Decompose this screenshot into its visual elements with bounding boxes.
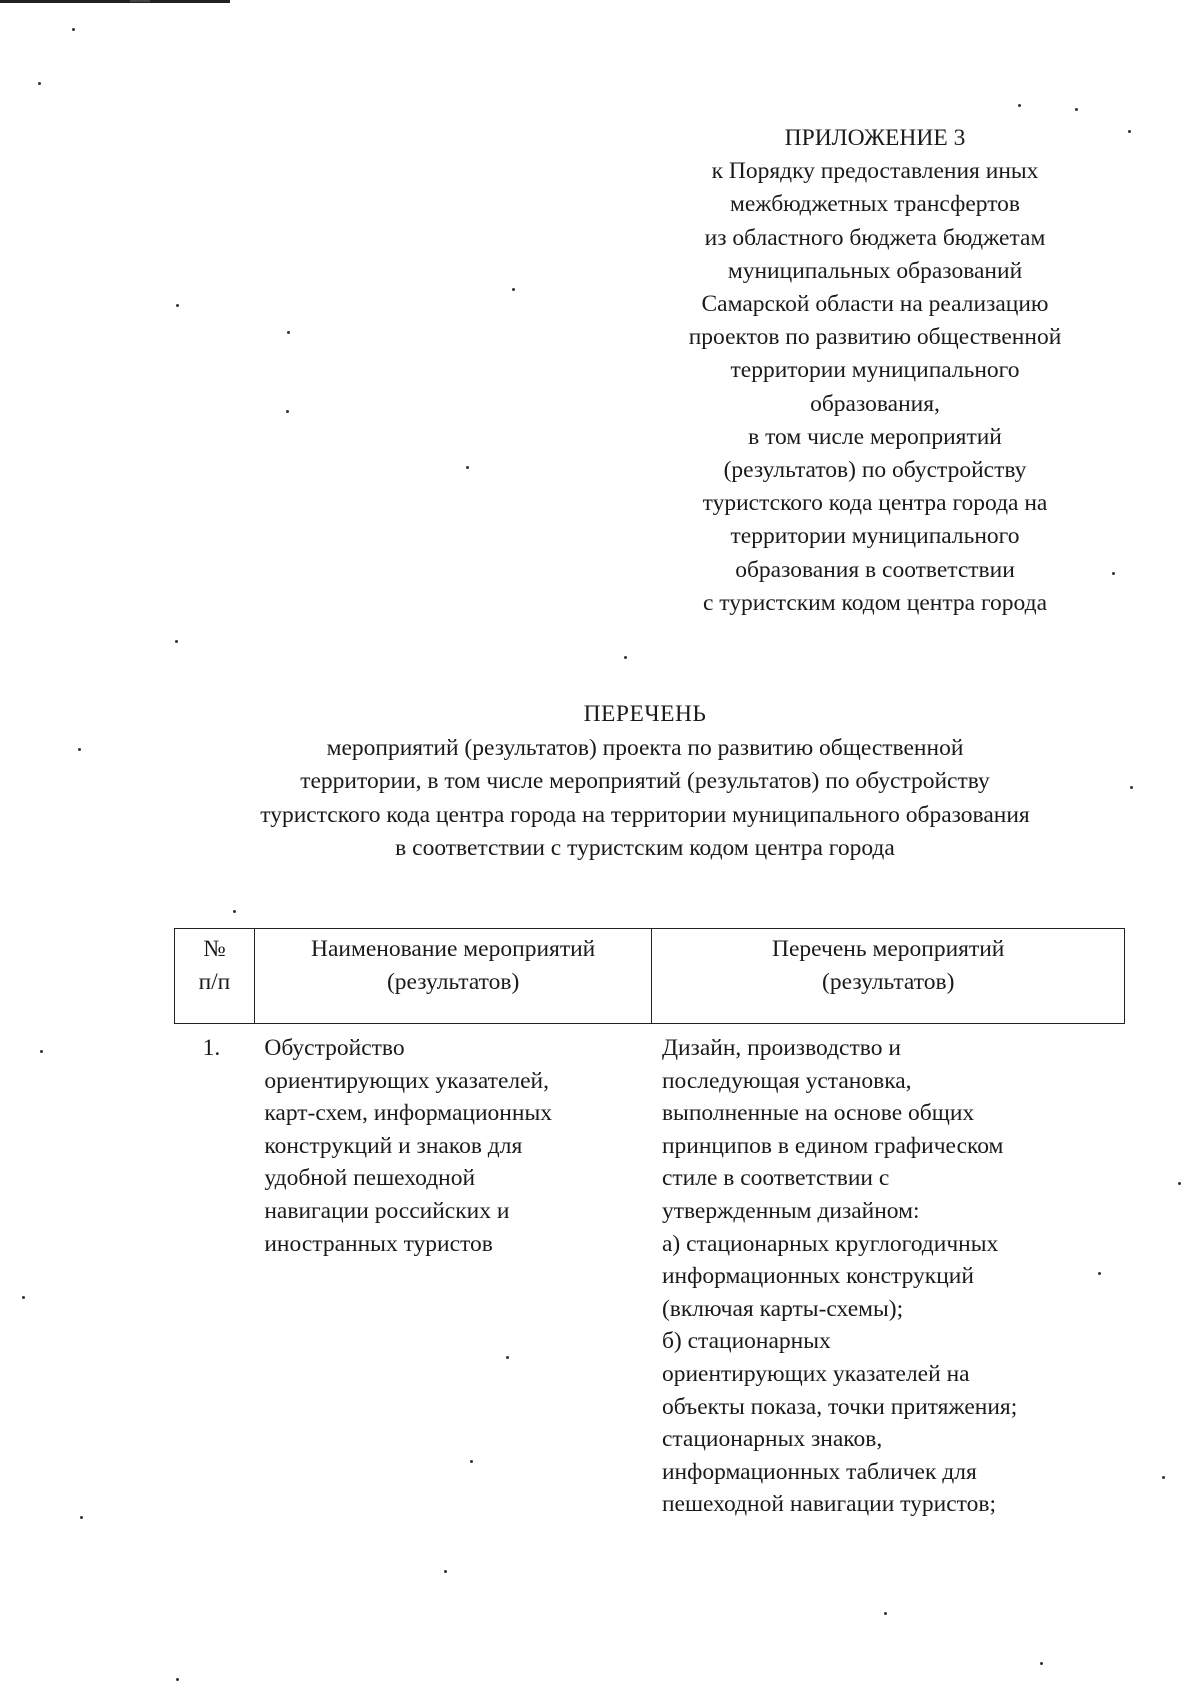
header-no-line: п/п: [198, 968, 231, 995]
scan-speck: [40, 1050, 43, 1053]
scan-speck: [80, 1516, 83, 1519]
appendix-line: образования в соответствии: [735, 556, 1015, 583]
scan-speck: [233, 910, 236, 913]
row-list-line: пешеходной навигации туристов;: [661, 1491, 996, 1518]
row-list-line: утвержденным дизайном:: [661, 1197, 920, 1224]
row-list-line: информационных табличек для: [661, 1458, 977, 1485]
row-list-line: ориентирующих указателей на: [661, 1360, 970, 1387]
row-list-line: стиле в соответствии с: [661, 1165, 890, 1192]
scan-speck: [1178, 1182, 1181, 1185]
appendix-line: к Порядку предоставления иных: [711, 158, 1039, 185]
title-line: территории, в том числе мероприятий (результатов) по обустройству: [300, 768, 990, 794]
title-line: в соответствии с туристским кодом центра города: [395, 835, 895, 861]
row-name-line: конструкций и знаков для: [264, 1132, 523, 1159]
scan-speck: [22, 1296, 25, 1299]
appendix-line: территории муниципального: [730, 523, 1020, 550]
scan-speck: [38, 82, 41, 85]
appendix-line: туристского кода центра города на: [702, 490, 1048, 517]
row-name-line: Обустройство: [264, 1035, 405, 1061]
scan-speck: [624, 656, 627, 659]
scan-edge-mark: [130, 0, 150, 2]
scan-speck: [1040, 1662, 1043, 1665]
row-list-line: информационных конструкций: [661, 1263, 974, 1290]
header-no: [175, 929, 255, 1024]
row-list: [652, 1024, 1125, 1521]
table-header-row: [175, 929, 1125, 1024]
appendix-line: Самарской области на реализацию: [701, 291, 1049, 318]
header-list-line: Перечень мероприятий: [772, 936, 1005, 962]
row-name-line: навигации российских и: [264, 1197, 510, 1224]
appendix-block: [630, 122, 1120, 620]
scan-speck: [72, 28, 75, 31]
scan-speck: [512, 288, 515, 291]
header-name: [254, 929, 652, 1024]
scan-speck: [466, 466, 469, 469]
document-title: [150, 698, 1140, 866]
header-list-line: (результатов): [822, 968, 955, 995]
appendix-line: ПРИЛОЖЕНИЕ 3: [784, 125, 966, 151]
scan-speck: [884, 1612, 887, 1615]
title-heading: ПЕРЕЧЕНЬ: [583, 701, 707, 727]
header-no-line: №: [203, 936, 226, 962]
appendix-line: с туристским кодом центра города: [702, 589, 1047, 616]
appendix-line: межбюджетных трансфертов: [729, 191, 1021, 218]
title-line: туристского кода центра города на территории муниципального образования: [260, 801, 1030, 828]
row-name-line: удобной пешеходной: [264, 1165, 476, 1192]
row-name-line: карт-схем, информационных: [264, 1100, 552, 1127]
row-list-line: а) стационарных круглогодичных: [661, 1230, 999, 1257]
scan-speck: [287, 331, 290, 334]
row-list-line: принципов в едином графическом: [661, 1132, 1004, 1159]
appendix-line: проектов по развитию общественной: [688, 324, 1062, 351]
row-list-line: Дизайн, производство и: [661, 1035, 901, 1061]
row-list-line: (включая карты-схемы);: [661, 1295, 904, 1322]
row-list-line: объекты показа, точки притяжения;: [661, 1393, 1018, 1420]
appendix-line: в том числе мероприятий: [748, 423, 1002, 450]
table-row: [175, 1024, 1125, 1521]
appendix-line: территории муниципального: [730, 357, 1020, 384]
row-name-line: иностранных туристов: [264, 1230, 493, 1257]
scan-speck: [1162, 1476, 1165, 1479]
scan-edge-mark: [0, 0, 230, 3]
row-list-line: б) стационарных: [661, 1328, 831, 1355]
row-list-line: выполненные на основе общих: [661, 1100, 975, 1127]
row-number: 1.: [202, 1035, 221, 1061]
scan-speck: [176, 1678, 179, 1681]
title-line: мероприятий (результатов) проекта по развитию общественной: [326, 734, 964, 761]
row-name-line: ориентирующих указателей,: [264, 1067, 549, 1094]
appendix-line: муниципальных образований: [727, 257, 1023, 284]
row-list-line: стационарных знаков,: [661, 1426, 883, 1453]
scan-speck: [78, 748, 81, 751]
scan-speck: [286, 410, 289, 413]
scan-speck: [1128, 130, 1131, 133]
row-name: [254, 1024, 652, 1521]
header-name-line: (результатов): [386, 968, 520, 995]
header-list: [652, 929, 1125, 1024]
appendix-line: из областного бюджета бюджетам: [704, 224, 1046, 251]
appendix-line: образования,: [810, 390, 940, 417]
header-name-line: Наименование мероприятий: [311, 936, 596, 962]
scan-speck: [1018, 104, 1021, 107]
appendix-line: (результатов) по обустройству: [723, 457, 1027, 484]
scan-speck: [1075, 108, 1078, 111]
scan-speck: [175, 640, 178, 643]
row-list-line: последующая установка,: [661, 1067, 912, 1094]
scan-speck: [176, 304, 179, 307]
events-table: [174, 928, 1125, 1521]
scan-speck: [444, 1570, 447, 1573]
